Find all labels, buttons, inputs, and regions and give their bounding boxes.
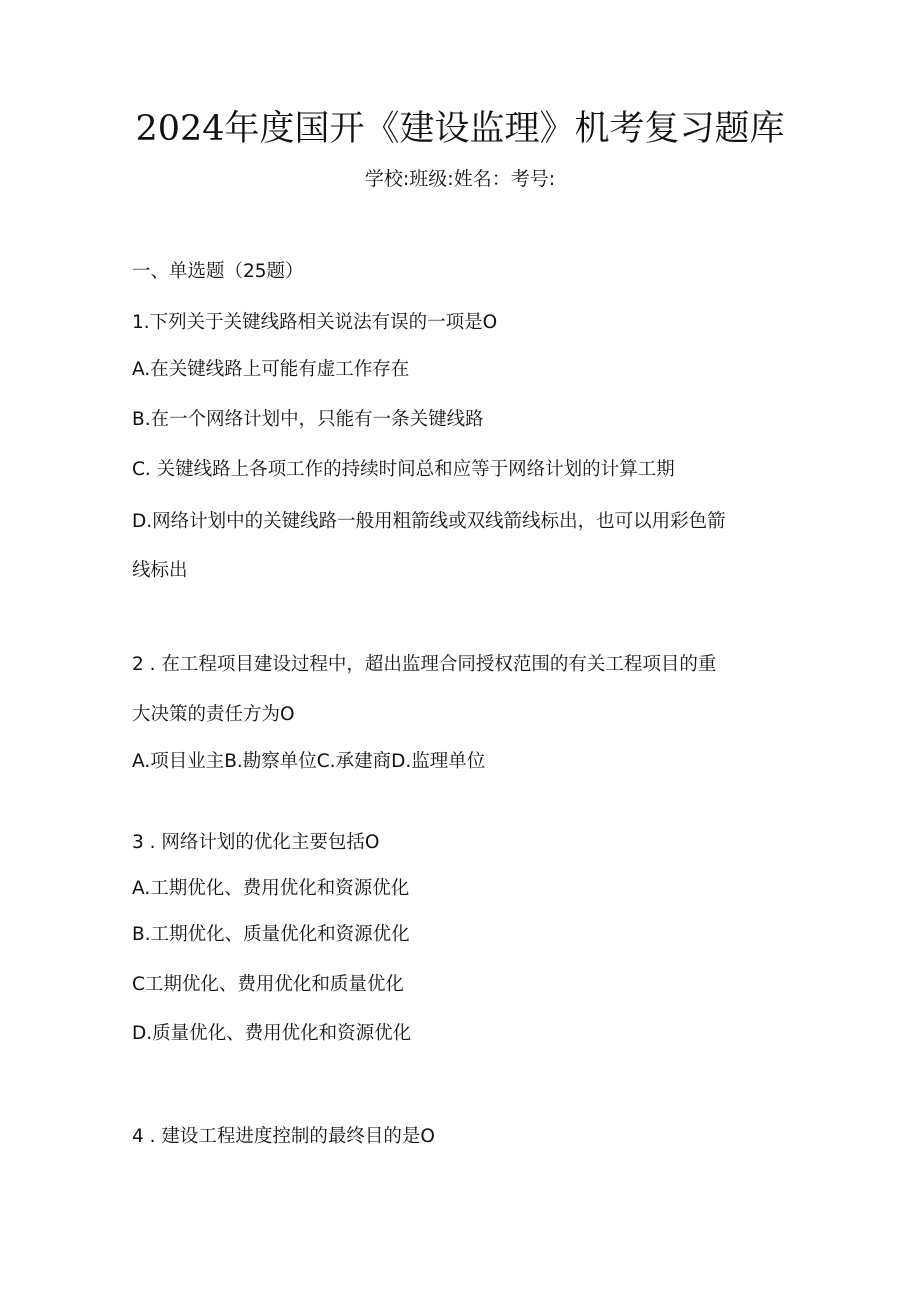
question-2-stem: 2 . 在工程项目建设过程中，超出监理合同授权范围的有关工程项目的重 <box>132 654 717 675</box>
section-heading: 一、单选题（25题） <box>132 261 304 282</box>
question-1-option-c: C. 关键线路上各项工作的持续时间总和应等于网络计划的计算工期 <box>132 459 675 480</box>
question-4-stem: 4 . 建设工程进度控制的最终目的是O <box>132 1126 435 1147</box>
question-3-option-d: D.质量优化、费用优化和资源优化 <box>132 1023 412 1044</box>
question-1-stem: 1.下列关于关键线路相关说法有误的一项是O <box>132 312 498 333</box>
question-2-stem-continued: 大决策的责任方为O <box>132 704 295 725</box>
student-info-line: 学校:班级:姓名：考号: <box>364 168 556 190</box>
question-3-option-b: B.工期优化、质量优化和资源优化 <box>132 924 410 945</box>
document-title: 2024年度国开《建设监理》机考复习题库 <box>135 109 785 149</box>
question-3-option-a: A.工期优化、费用优化和资源优化 <box>132 878 410 899</box>
question-3-stem: 3 . 网络计划的优化主要包括O <box>132 832 380 853</box>
question-1-option-b: B.在一个网络计划中，只能有一条关键线路 <box>132 409 484 430</box>
question-1-option-d: D.网络计划中的关键线路一般用粗箭线或双线箭线标出，也可以用彩色箭 <box>132 511 726 532</box>
question-1-option-a: A.在关键线路上可能有虚工作存在 <box>132 359 410 380</box>
question-1-option-d-continued: 线标出 <box>132 560 188 581</box>
question-3-option-c: C工期优化、费用优化和质量优化 <box>132 974 404 995</box>
question-2-options: A.项目业主B.勘察单位C.承建商D.监理单位 <box>132 751 486 772</box>
